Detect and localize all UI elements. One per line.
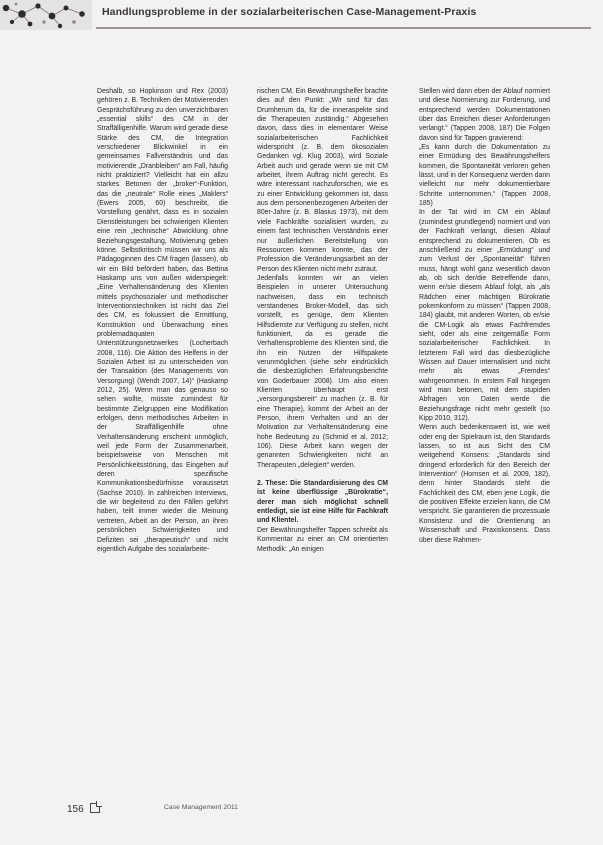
paragraph: Wenn auch bedenkenswert ist, wie weit oder eng der Spielraum ist, den Standards lassen, so ist aus Sicht des CM weitgehend Konsens: „Standards sind dringend erforderlich für den Bereich der Intervention“ (Hornsen et al. 2009, 182), denn hinter Standards steht die Fachlichkeit des CM, eben jene Logik, die die positiven Effekte erzielen kann, die CM verspricht. Sie garantieren die prozessuale Konsistenz und die Orientierung an Wissenschaft und Praxiskonsens. Dass über diese Rahmen- bbox=[419, 424, 550, 544]
journal-name: Case Management 2011 bbox=[164, 804, 238, 811]
page-footer bbox=[67, 803, 238, 815]
page-corner-icon bbox=[90, 803, 100, 813]
paragraph: In der Tat wird im CM ein Ablauf (zumindest grundlegend) normiert und von der Fachkraft verlangt, diesen Ablauf entsprechend zu dokumentieren. Ob es anschließend zu einer „Ermüdung“ und zum Verlust der „Spontaneität“ führen muss, hängt wohl ganz wesentlich davon ab, ob sich der/die Betreffende dann, wenn er/sie diesem Ablauf folgt, als „als Rädchen einer mächtigen Bürokratie pokemkonform zu müssen“ (Tappen 2008, 184) glaubt, mit anderen Worten, ob er/sie die CM-Logik als etwas Fachfremdes sieht, oder als eine zeitgemäße Form sozialarbeiterischer Fachlichkeit. In letzterem Fall wird das diesbezügliche Wissen auf Dauer internalisiert und nicht mehr als etwas „Fremdes“ wahrgenommen. In erstem Fall hingegen wird man betonen, mit dem stupiden Abfragen von Daten werde die Beziehungsfrage nicht mehr gestellt (so Kipp 2010, 312). bbox=[419, 209, 550, 423]
header-rule bbox=[96, 27, 591, 29]
text-column-3 bbox=[419, 87, 550, 545]
text-column-1 bbox=[97, 87, 228, 554]
header-molecule-graphic bbox=[0, 0, 92, 30]
text-column-2 bbox=[257, 87, 388, 554]
block-quote: „Es kann durch die Dokumentation zu einer Ermüdung des Bewährungshelfers kommen, die Spontaneität verloren gehen lässt, und in der Konsequenz werden dann vielleicht nur mehr dokumentierbare Schritte unternommen.“ (Tappen 2008, 185) bbox=[419, 144, 550, 208]
thesis-heading: 2. These: Die Standardisierung des CM ist keine überflüssige „Bürokratie“, derer man sich möglichst schnell entledigt, sie ist eine Hilfe für Fachkraft und Klientel. bbox=[257, 480, 388, 525]
paragraph: Der Bewährungshelfer Tappen schreibt als Kommentar zu einer an CM orientierten Methodik: „An einigen bbox=[257, 526, 388, 553]
paragraph: Jedenfalls konnten wir an vielen Beispielen in unserer Untersuchung nachweisen, dass ein technisch verstandenes Broker-Modell, das sich vorstellt, es genüge, dem Klienten Hilfsdienste zur Verfügung zu stellen, nicht funktioniert, da es gerade die Verhaltensprobleme des Klienten sind, die ihn ein Nutzen der Hilfspakete verunmöglichen (siehe sehr eindrücklich die diesbezüglichen Erfahrungsberichte von Goderbauer 2008). Um also einen Klienten überhaupt erst „versorgungsbereit“ zu machen (z. B. für eine Therapie), kommt der Arbeit an der Person, ihrem Verhalten und an der Motivation zur Verhaltensänderung eine hohe Bedeutung zu (Schmid et al. 2012; 106). Diese Arbeit kann wegen der genannten Schwierigkeiten nicht an Therapeuten „delegiert“ werden. bbox=[257, 274, 388, 469]
running-header-title: Handlungsprobleme in der sozialarbeiterischen Case-Management-Praxis bbox=[102, 6, 477, 18]
page-number: 156 bbox=[67, 804, 84, 815]
paragraph: Deshalb, so Hopkinson und Rex (2003) gehören z. B. Techniken der Motivierenden Gesprächsführung zu den unverzichtbaren „essential skills“ des CM in der Straffälligenhilfe. Warum wird gerade diese Stärke des CM, die Integration verschiedener Blickwinkel in ein gemeinsames Fallverständnis und das motivierende „Dranbleiben“ am Fall, häufig nicht praktiziert? Vielleicht hat ein allzu starkes Betonen der „broker“-Funktion, das die „neutrale“ Rolle eines „Maklers“ (Ewers 2005, 60) beschreibt, die Vorstellung genährt, dass es in sozialen Dienstleistungen bei schwierigen Klienten eine rein „technische“ Abwicklung ohne Beziehungsgestaltung, Motivierung geben könne. Selbstkritisch müssen wir uns als Pädagoginnen des CM fragen (lassen), ob wir ein Bild befördert haben, das Bettina Haskamp uns von außen widerspiegelt: „Eine Verhaltensänderung des Klienten mittels psychosozialer und methodischer Interventionstechniken ist nicht das Ziel des CM, es fokussiert die Ermittlung, Konstruktion und Überwachung eines problemadäquaten Unterstützungsnetzwerkes (Locherbach 2008, 116). Die Aktion des Helfens in der Sozialen Arbeit ist zu unterscheiden von der Transaktion (des Managements von Versorgung) (Wendt 2007, 14)“ (Haskamp 2012, 25). Wenn man das genauso so sehen wollte, müsste zumindest für bestimmte Zielgruppen eine Modifikation erfolgen, denn methodisches Arbeiten in der Straffälligenhilfe ohne Verhaltensänderung erscheint unmöglich, weil jede Form der Zusammenarbeit, beispielsweise von Menschen mit Persönlichkeitsstörung, das Eingehen auf deren spezifische Kommunikationsbedürfnisse voraussetzt (Sachse 2010). In zahlreichen Interviews, die wir begleitend zu den Fällen geführt haben, teilt immer wieder die Meinung vertreten, Arbeit an der Person, an ihren persönlichen Schwierigkeiten und Defiziten sei „therapeutisch“ und nicht eigentlich Aufgabe des sozialarbeite- bbox=[97, 88, 228, 553]
paragraph: rischen CM. Ein Bewährungshelfer brachte dies auf den Punkt: „Wir sind für das Drumherum da, für die inneraspekte sind die Therapeuten zuständig.“ Abgesehen davon, dass dies in elementarer Weise sozialarbeiterischen Fachlichkeit widerspricht (z. B. dem ökosozialen Gedanken vgl. Klug 2003), wird Soziale Arbeit auch und gerade wenn sie mit CM arbeitet, ihrem Auftrag nicht gerecht. Es wäre interessant nachzuforschen, wie es zu einer Entwicklung gekommen ist, dass aus dem personenbezogenen Arbeiten der 80er-Jahre (z. B. Blasius 1973), mit dem viele Fachkräfte sozialisiert wurden, zu einem fast technischen Verständnis einer nur äußerlichen Bereitstellung von Ressourcen kommen konnte, das der Profession die Veränderungsarbeit an der Person des Klienten nicht mehr zutraut. bbox=[257, 88, 388, 273]
paragraph: Stellen wird dann eben der Ablauf normiert und diese Normierung zur Forderung, und entsprechend werden Dokumentationen über das Erreichen dieser Anforderungen verlangt.“ (Tappen 2008, 187) Die Folgen davon sind für Tappen gravierend: bbox=[419, 88, 550, 142]
